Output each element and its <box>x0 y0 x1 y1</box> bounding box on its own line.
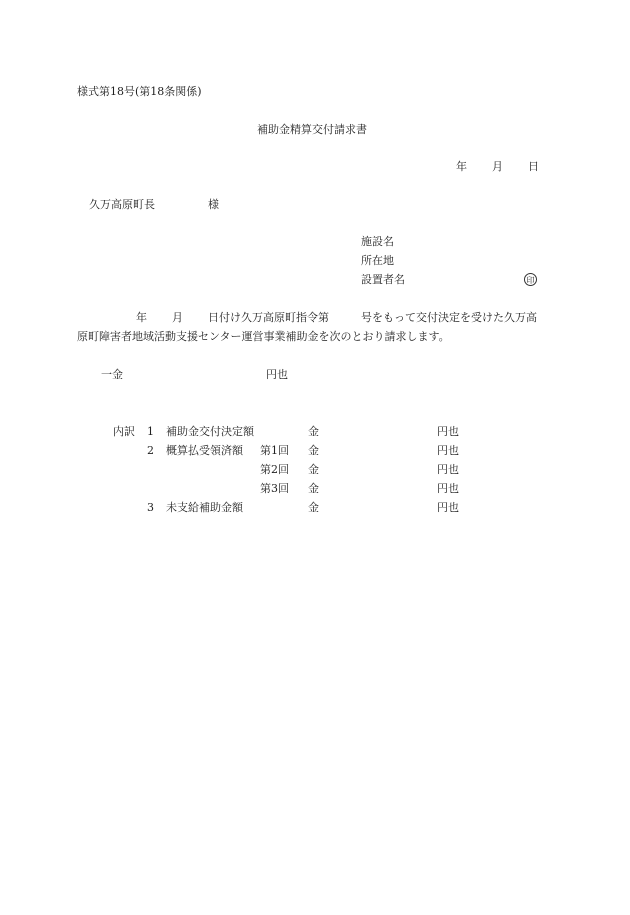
breakdown-unit: 円也 <box>437 425 459 438</box>
body-line-2: 原町障害者地域活動支援センター運営事業補助金を次のとおり請求します。 <box>77 330 450 343</box>
breakdown-num: 3 <box>147 501 154 514</box>
breakdown-unit: 円也 <box>437 482 459 495</box>
document-title: 補助金精算交付請求書 <box>257 123 367 136</box>
breakdown-unit: 円也 <box>437 463 459 476</box>
breakdown-item: 補助金交付決定額 <box>166 425 254 438</box>
amount-label: 一金 <box>101 368 123 381</box>
body-month: 月 <box>172 311 183 324</box>
breakdown-num: 1 <box>147 425 154 438</box>
date-year: 年 <box>456 160 467 173</box>
address-label: 所在地 <box>361 254 394 267</box>
breakdown-label: 内訳 <box>113 425 135 438</box>
breakdown-unit: 円也 <box>437 444 459 457</box>
body-year: 年 <box>136 311 147 324</box>
body-text-1: 日付け久万高原町指令第 <box>208 311 329 324</box>
breakdown-currency: 金 <box>308 463 319 476</box>
addressee-honorific: 様 <box>208 198 219 211</box>
breakdown-currency: 金 <box>308 425 319 438</box>
breakdown-sub: 第2回 <box>260 463 289 476</box>
establisher-name-label: 設置者名 <box>361 273 405 286</box>
date-month: 月 <box>492 160 503 173</box>
breakdown-unit: 円也 <box>437 501 459 514</box>
breakdown-sub: 第1回 <box>260 444 289 457</box>
breakdown-num: 2 <box>147 444 154 457</box>
breakdown-currency: 金 <box>308 482 319 495</box>
breakdown-item: 概算払受領済額 <box>166 444 243 457</box>
breakdown-currency: 金 <box>308 444 319 457</box>
facility-name-label: 施設名 <box>361 235 394 248</box>
amount-unit: 円也 <box>266 368 288 381</box>
breakdown-item: 未支給補助金額 <box>166 501 243 514</box>
addressee-name: 久万高原町長 <box>89 198 155 211</box>
body-text-2: 号をもって交付決定を受けた久万高 <box>361 311 537 324</box>
form-number: 様式第18号(第18条関係) <box>77 85 202 98</box>
date-day: 日 <box>528 160 539 173</box>
breakdown-currency: 金 <box>308 501 319 514</box>
breakdown-sub: 第3回 <box>260 482 289 495</box>
seal-mark: 印 <box>524 273 537 286</box>
